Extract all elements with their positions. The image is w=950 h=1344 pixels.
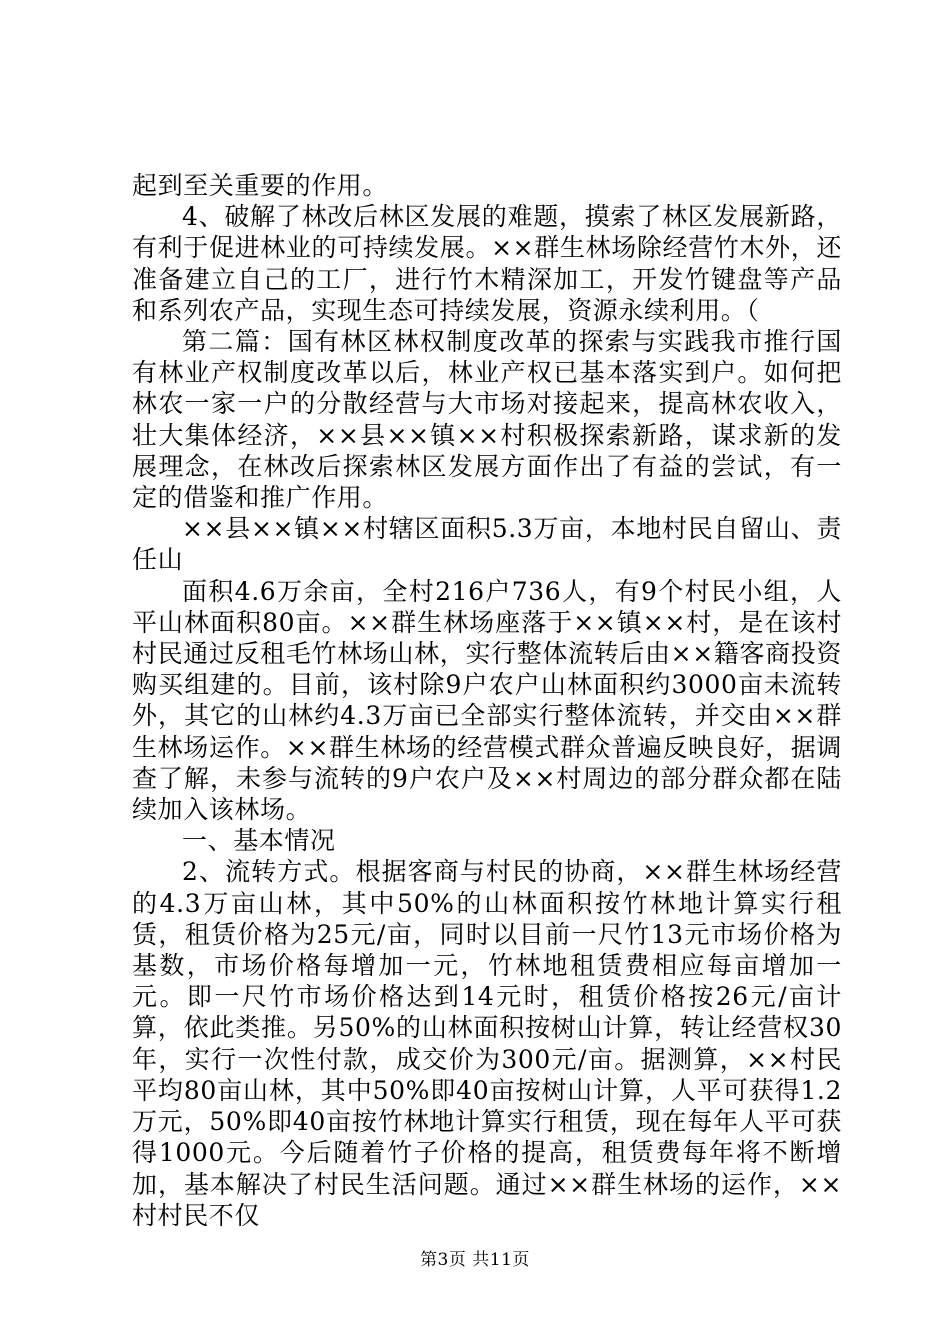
page-number-footer: 第3页 共11页 <box>420 1250 530 1270</box>
paragraph-continuation: 起到至关重要的作用。 <box>132 171 389 200</box>
paragraph-item-4: 4、破解了林改后林区发展的难题，摸索了林区发展新路，有利于促进林业的可持续发展。××群生林场除经营竹木外，还准备建立自己的工厂，进行竹木精深加工，开发竹键盘等产品和系列农产品，实现生态可持续发展，资源永续利用。（ <box>132 202 842 325</box>
section-heading-basic-info: 一、基本情况 <box>182 826 336 856</box>
paragraph-second-article: 第二篇：国有林区林权制度改革的探索与实践我市推行国有林业产权制度改革以后，林业产权已基本落实到户。如何把林农一家一户的分散经营与大市场对接起来，提高林农收入，壮大集体经济，××县××镇××村积极探索新路，谋求新的发展理念，在林改后探索林区发展方面作出了有益的尝试，有一定的借鉴和推广作用。 <box>132 327 842 513</box>
paragraph-village-area: ××县××镇××村辖区面积5.3万亩，本地村民自留山、责任山 <box>132 514 842 575</box>
paragraph-transfer-method: 2、流转方式。根据客商与村民的协商，××群生林场经营的4.3万亩山林，其中50%的山林面积按竹林地计算实行租赁，租赁价格为25元/亩，同时以目前一尺竹13元市场价格为基数，市场价格每增加一元，竹林地租赁费相应每亩增加一元。即一尺竹市场价格达到14元时，租赁价格按26元/亩计算，依此类推。另50%的山林面积按树山计算，转让经营权30年，实行一次性付款，成交价为300元/亩。据测算，××村民平均80亩山林，其中50%即40亩按树山计算，人平可获得1.2万元，50%即40亩按竹林地计算实行租赁，现在每年人平可获得1000元。今后随着竹子价格的提高，租赁费每年将不断增加，基本解决了村民生活问题。通过××群生林场的运作，××村村民不仅 <box>132 857 842 1230</box>
paragraph-village-overview: 面积4.6万余亩，全村216户736人，有9个村民小组，人平山林面积80亩。××群生林场座落于××镇××村，是在该村村民通过反租毛竹林场山林，实行整体流转后由××籍客商投资购买组建的。目前，该村除9户农户山林面积约3000亩未流转外，其它的山林约4.3万亩已全部实行整体流转，并交由××群生林场运作。××群生林场的经营模式群众普遍反映良好，据调查了解，未参与流转的9户农户及××村周边的部分群众都在陆续加入该林场。 <box>132 576 842 825</box>
document-body <box>132 170 842 1231</box>
